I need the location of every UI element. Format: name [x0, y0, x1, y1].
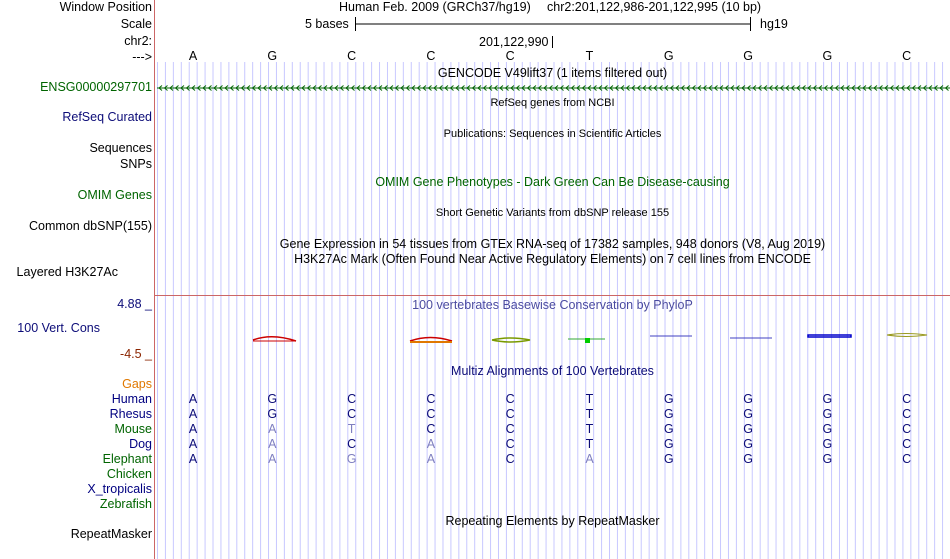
- window-position-label: Window Position: [59, 0, 152, 14]
- scale-db-label: hg19: [760, 17, 788, 31]
- ruler-base: C: [505, 49, 515, 63]
- aligned-base: A: [426, 437, 436, 451]
- ruler-base: T: [585, 49, 594, 63]
- phylop-wiggle[interactable]: [253, 334, 927, 344]
- aligned-base: A: [188, 407, 198, 421]
- ruler-base: A: [188, 49, 198, 63]
- omim-track-title[interactable]: OMIM Gene Phenotypes - Dark Green Can Be Disease-causing: [375, 175, 730, 189]
- refseq-track-title[interactable]: RefSeq genes from NCBI: [490, 97, 615, 109]
- dbsnp-track-label[interactable]: Common dbSNP(155): [29, 219, 152, 233]
- phylop-track-title[interactable]: 100 vertebrates Basewise Conservation by PhyloP: [412, 298, 693, 312]
- aligned-base: A: [268, 422, 277, 436]
- species-label[interactable]: Zebrafish: [99, 497, 152, 511]
- dbsnp-track-title[interactable]: Short Genetic Variants from dbSNP release 155: [435, 207, 670, 219]
- aligned-base: C: [426, 392, 436, 406]
- strand-toggle-arrow[interactable]: --->: [132, 50, 152, 64]
- species-label[interactable]: Human: [111, 392, 152, 406]
- aligned-base: T: [585, 407, 594, 421]
- aligned-base: G: [743, 452, 753, 466]
- aligned-base: G: [822, 452, 833, 466]
- chrom-label: chr2:: [124, 34, 152, 48]
- h3k27ac-track-title[interactable]: H3K27Ac Mark (Often Found Near Active Regulatory Elements) on 7 cell lines from ENCODE: [294, 252, 811, 266]
- aligned-base: C: [347, 437, 357, 451]
- aligned-base: A: [188, 392, 198, 406]
- phylop-peak-8: [887, 334, 927, 337]
- ruler-base: C: [426, 49, 436, 63]
- aligned-base: A: [188, 452, 198, 466]
- multiz-track-title[interactable]: Multiz Alignments of 100 Vertebrates: [451, 364, 654, 378]
- aligned-base: G: [663, 422, 674, 436]
- publications-track-title[interactable]: Publications: Sequences in Scientific Articles: [443, 128, 662, 140]
- aligned-base: G: [822, 407, 833, 421]
- aligned-base: C: [505, 437, 515, 451]
- aligned-base: A: [426, 452, 436, 466]
- aligned-base: C: [902, 437, 912, 451]
- cons-top-value: 4.88 _: [117, 297, 152, 311]
- species-label[interactable]: Mouse: [114, 422, 152, 436]
- scale-text: 5 bases: [305, 17, 349, 31]
- gencode-track-title[interactable]: GENCODE V49lift37 (1 items filtered out): [437, 66, 668, 80]
- phylop-peak-2: [410, 338, 452, 342]
- refseq-track-label[interactable]: RefSeq Curated: [62, 110, 152, 124]
- ruler-base: G: [743, 49, 753, 63]
- aligned-base: G: [743, 407, 753, 421]
- species-label[interactable]: Dog: [129, 437, 152, 451]
- gaps-label: Gaps: [122, 377, 152, 391]
- gencode-gene-label[interactable]: ENSG00000297701: [40, 80, 152, 94]
- species-label[interactable]: Chicken: [106, 467, 152, 481]
- species-label[interactable]: Elephant: [102, 452, 152, 466]
- aligned-base: C: [347, 407, 357, 421]
- phylop-point-4: [585, 338, 590, 343]
- aligned-base: A: [268, 452, 277, 466]
- aligned-base: A: [188, 422, 198, 436]
- repeatmasker-track-title[interactable]: Repeating Elements by RepeatMasker: [445, 514, 660, 528]
- aligned-base: C: [505, 452, 515, 466]
- snps-track-label[interactable]: SNPs: [120, 157, 152, 171]
- aligned-base: C: [426, 422, 436, 436]
- phylop-peak-3: [492, 338, 530, 342]
- gtex-track-title[interactable]: Gene Expression in 54 tissues from GTEx RNA-seq of 17382 samples, 948 donors (V8, Aug 2019): [279, 237, 826, 251]
- aligned-base: C: [902, 452, 912, 466]
- aligned-base: G: [822, 422, 833, 436]
- species-label[interactable]: X_tropicalis: [87, 482, 152, 496]
- ruler-base: C: [902, 49, 912, 63]
- ruler-base: G: [822, 49, 833, 63]
- ruler-base: G: [663, 49, 674, 63]
- aligned-base: G: [663, 407, 674, 421]
- cons-bottom-value: -4.5 _: [120, 347, 152, 361]
- aligned-base: C: [505, 407, 515, 421]
- scale-label: Scale: [120, 17, 152, 31]
- aligned-base: G: [663, 452, 674, 466]
- aligned-base: G: [822, 437, 833, 451]
- aligned-base: C: [505, 392, 515, 406]
- ruler-base: G: [267, 49, 278, 63]
- aligned-base: C: [347, 392, 357, 406]
- aligned-base: T: [585, 422, 594, 436]
- aligned-base: C: [426, 407, 436, 421]
- aligned-base: G: [346, 452, 357, 466]
- aligned-base: G: [743, 437, 753, 451]
- aligned-base: G: [663, 392, 674, 406]
- aligned-base: G: [822, 392, 833, 406]
- aligned-base: C: [902, 407, 912, 421]
- aligned-base: T: [585, 392, 594, 406]
- aligned-base: A: [268, 437, 277, 451]
- position-range: chr2:201,122,986-201,122,995 (10 bp): [547, 0, 762, 14]
- aligned-base: A: [585, 452, 594, 466]
- aligned-base: A: [188, 437, 198, 451]
- aligned-base: T: [347, 422, 356, 436]
- repeatmasker-track-label[interactable]: RepeatMasker: [70, 527, 152, 541]
- omim-track-label[interactable]: OMIM Genes: [77, 188, 152, 202]
- sequences-track-label[interactable]: Sequences: [89, 141, 152, 155]
- h3k27ac-track-label[interactable]: Layered H3K27Ac: [16, 265, 118, 279]
- aligned-base: G: [743, 422, 753, 436]
- aligned-base: C: [505, 422, 515, 436]
- aligned-base: G: [743, 392, 753, 406]
- phylop-peak-1: [253, 337, 296, 341]
- cons-track-label[interactable]: 100 Vert. Cons: [17, 321, 100, 335]
- coordinate-label: 201,122,990: [479, 35, 549, 49]
- aligned-base: C: [902, 392, 912, 406]
- aligned-base: T: [585, 437, 594, 451]
- species-label[interactable]: Rhesus: [109, 407, 152, 421]
- phylop-peak-7: [808, 335, 851, 337]
- aligned-base: C: [902, 422, 912, 436]
- ruler-base: C: [347, 49, 357, 63]
- aligned-base: G: [663, 437, 674, 451]
- aligned-base: G: [267, 407, 278, 421]
- aligned-base: G: [267, 392, 278, 406]
- assembly-title: Human Feb. 2009 (GRCh37/hg19): [339, 0, 531, 14]
